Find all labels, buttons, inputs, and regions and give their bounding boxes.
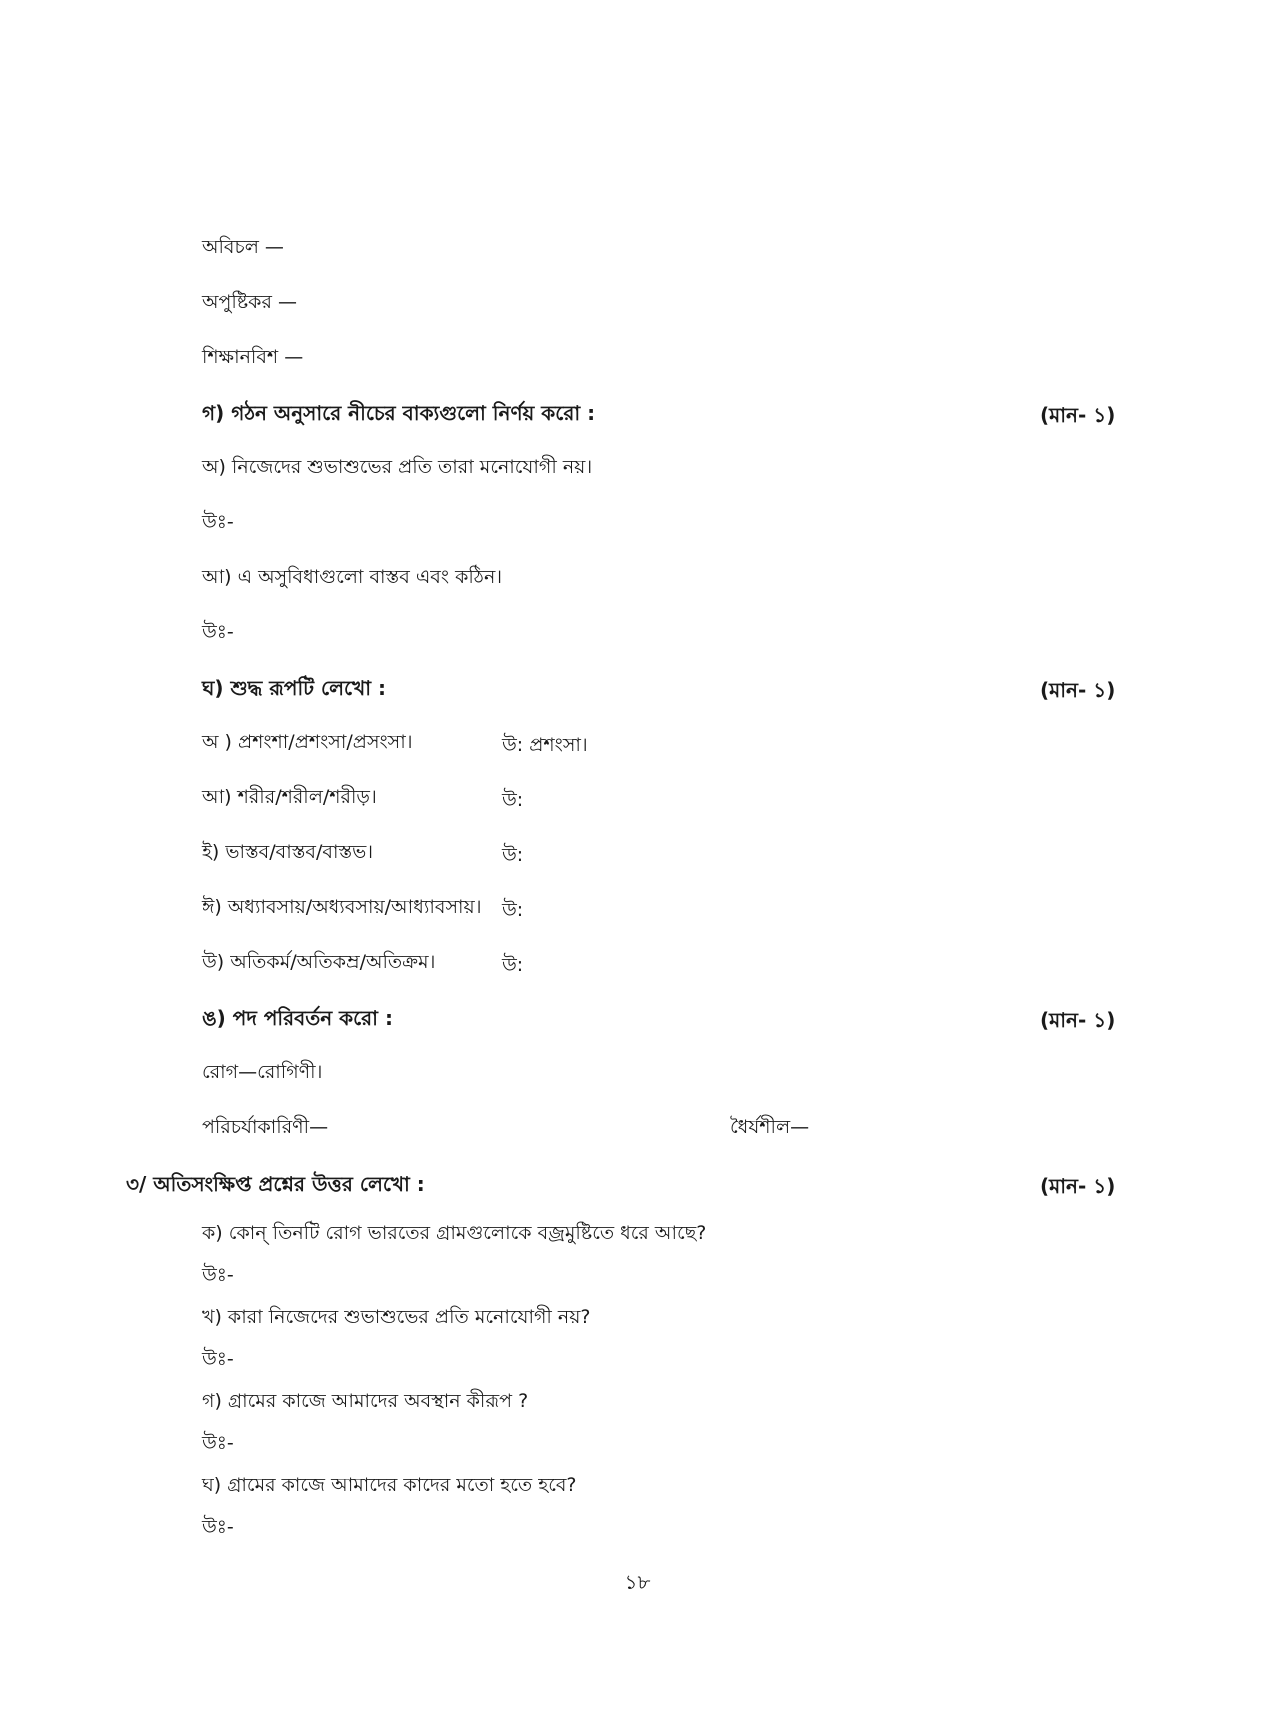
- answer-label: উঃ-: [202, 1348, 234, 1370]
- answer-label: উ:: [502, 899, 524, 921]
- answer-label: উ:: [502, 954, 524, 976]
- page-number: ১৮: [624, 1570, 651, 1594]
- section-3-marks: (মান- ১): [1040, 1174, 1116, 1198]
- section-ga-heading: গ) গঠন অনুসারে নীচের বাক্যগুলো নির্ণয় করো :: [202, 401, 596, 425]
- answer-label: উ: প্রশংসা।: [502, 734, 588, 756]
- section-ga-marks: (মান- ১): [1040, 403, 1116, 427]
- answer-label: উঃ-: [202, 621, 234, 643]
- question-text: অ) নিজেদের শুভাশুভের প্রতি তারা মনোযোগী নয়।: [202, 456, 593, 478]
- example-text: রোগ—রোগিণী।: [202, 1061, 323, 1083]
- section-gha-heading: ঘ) শুদ্ধ রূপটি লেখো :: [202, 676, 386, 700]
- answer-label: উঃ-: [202, 1432, 234, 1454]
- section-uma-heading: ঙ) পদ পরিবর্তন করো :: [202, 1006, 393, 1030]
- spelling-option: উ) অতিকর্ম/অতিকম্র/অতিক্রম।: [202, 951, 436, 973]
- question-text: ঘ) গ্রামের কাজে আমাদের কাদের মতো হতে হবে?: [202, 1474, 577, 1496]
- answer-label: উঃ-: [202, 1264, 234, 1286]
- answer-label: উঃ-: [202, 511, 234, 533]
- word-change-item: ধৈর্যশীল—: [730, 1116, 810, 1138]
- spelling-option: ই) ভাস্তব/বাস্তব/বাস্তভ।: [202, 841, 374, 863]
- spelling-option: আ) শরীর/শরীল/শরীড়।: [202, 786, 377, 808]
- spelling-option: ঈ) অধ্যাবসায়/অধ্যবসায়/আধ্যাবসায়।: [202, 896, 482, 918]
- word-change-item: পরিচর্যাকারিণী—: [202, 1116, 329, 1138]
- question-text: খ) কারা নিজেদের শুভাশুভের প্রতি মনোযোগী নয়?: [202, 1306, 591, 1328]
- section-uma-marks: (মান- ১): [1040, 1008, 1116, 1032]
- section-gha-marks: (মান- ১): [1040, 678, 1116, 702]
- question-text: গ) গ্রামের কাজে আমাদের অবস্থান কীরূপ ?: [202, 1390, 529, 1412]
- word-item: অপুষ্টিকর —: [202, 291, 297, 313]
- spelling-option: অ ) প্রশংশা/প্রশংসা/প্রসংসা।: [202, 731, 413, 753]
- section-3-heading: ৩/ অতিসংক্ষিপ্ত প্রশ্নের উত্তর লেখো :: [126, 1172, 425, 1196]
- answer-label: উঃ-: [202, 1516, 234, 1538]
- answer-label: উ:: [502, 844, 524, 866]
- word-item: অবিচল —: [202, 236, 284, 258]
- question-text: আ) এ অসুবিধাগুলো বাস্তব এবং কঠিন।: [202, 566, 503, 588]
- answer-label: উ:: [502, 789, 524, 811]
- word-item: শিক্ষানবিশ —: [202, 346, 304, 368]
- question-text: ক) কোন্ তিনটি রোগ ভারতের গ্রামগুলোকে বজ্রমুষ্টিতে ধরে আছে?: [202, 1222, 707, 1244]
